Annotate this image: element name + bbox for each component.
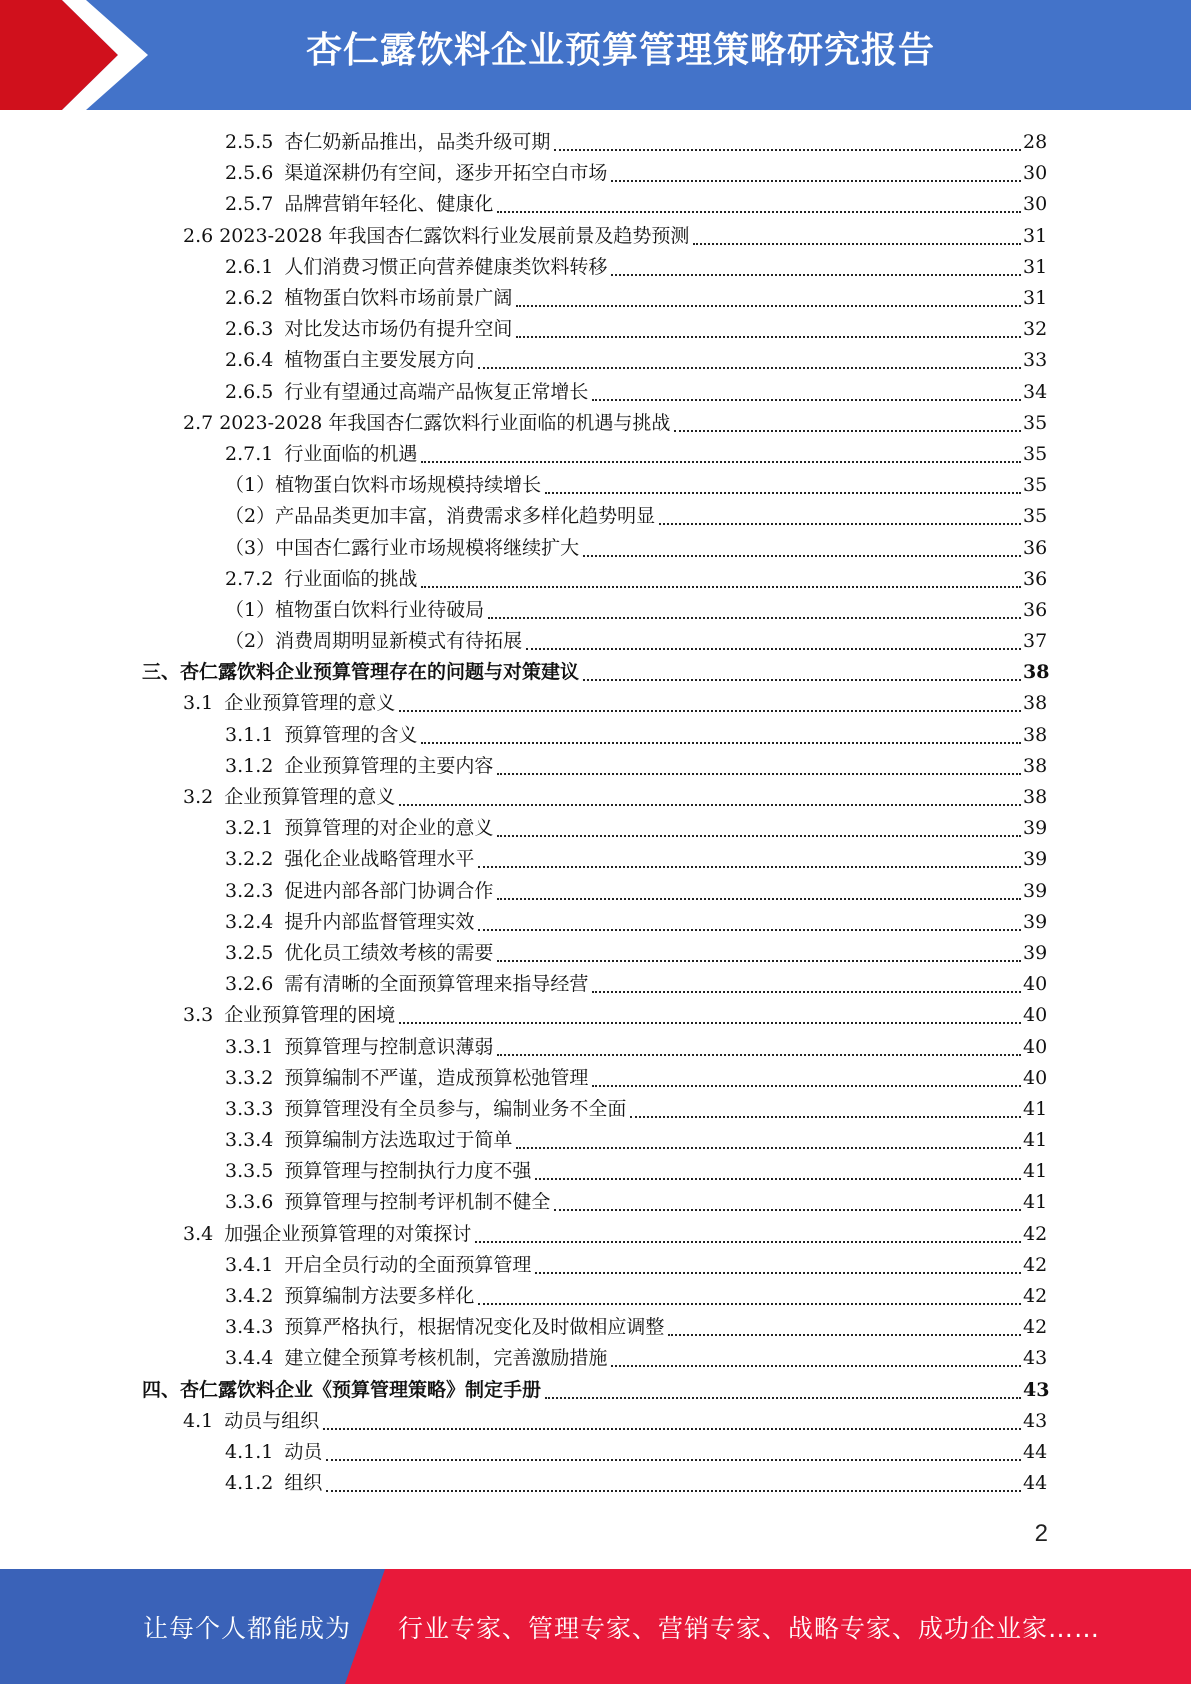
toc-dot-leader — [497, 189, 1021, 220]
toc-entry-number: 3.2.4 — [225, 910, 274, 933]
toc-dot-leader — [399, 1000, 1021, 1031]
toc-entry[interactable] — [0, 252, 1191, 283]
toc-entry[interactable] — [0, 1343, 1191, 1374]
page-number: 2 — [1034, 1520, 1048, 1547]
toc-dot-leader — [592, 377, 1021, 408]
toc-entry[interactable] — [0, 1437, 1191, 1468]
toc-entry-page: 38 — [1023, 786, 1048, 809]
toc-dot-leader — [659, 501, 1021, 532]
toc-entry-page: 41 — [1023, 1160, 1048, 1183]
toc-dot-leader — [583, 657, 1021, 688]
toc-entry-page: 42 — [1023, 1285, 1048, 1308]
toc-entry-number: 3.4.4 — [225, 1347, 274, 1370]
toc-dot-leader — [421, 720, 1021, 751]
header-arrow-decoration — [0, 0, 160, 110]
toc-entry-page: 36 — [1023, 567, 1048, 590]
toc-entry[interactable] — [0, 221, 1191, 252]
toc-entry-title: 预算管理与控制考评机制不健全 — [284, 1191, 551, 1214]
toc-entry-title: 四、杏仁露饮料企业《预算管理策略》制定手册 — [142, 1378, 542, 1401]
toc-entry-title: 预算严格执行，根据情况变化及时做相应调整 — [284, 1316, 665, 1339]
toc-entry[interactable] — [0, 1375, 1191, 1406]
toc-entry-number: 2.7 — [183, 411, 214, 434]
toc-entry-number: 2.6.1 — [225, 255, 274, 278]
toc-entry-title: 渠道深耕仍有空间，逐步开拓空白市场 — [284, 162, 608, 185]
toc-entry-page: 36 — [1023, 598, 1048, 621]
toc-entry-page: 38 — [1023, 723, 1048, 746]
toc-entry-page: 39 — [1023, 910, 1048, 933]
toc-entry-title: 行业面临的挑战 — [284, 567, 418, 590]
toc-entry-page: 44 — [1023, 1472, 1048, 1495]
toc-entry-page: 31 — [1023, 287, 1048, 310]
toc-entry-page: 40 — [1023, 1035, 1048, 1058]
toc-entry-title: 植物蛋白饮料市场前景广阔 — [284, 287, 513, 310]
toc-entry-page: 41 — [1023, 1191, 1048, 1214]
toc-entry[interactable] — [0, 657, 1191, 688]
toc-dot-leader — [326, 1437, 1021, 1468]
toc-entry-title: 强化企业战略管理水平 — [284, 848, 475, 871]
toc-entry-title: 企业预算管理的主要内容 — [284, 754, 494, 777]
toc-entry[interactable] — [0, 626, 1191, 657]
toc-entry[interactable] — [0, 751, 1191, 782]
toc-entry-number: 3.1 — [183, 692, 214, 715]
toc-entry[interactable] — [0, 127, 1191, 158]
toc-entry-title: 预算管理与控制意识薄弱 — [284, 1035, 494, 1058]
toc-entry-title: 行业有望通过高端产品恢复正常增长 — [284, 380, 589, 403]
toc-entry-number: 2.5.7 — [225, 193, 274, 216]
toc-entry-page: 42 — [1023, 1222, 1048, 1245]
toc-entry-number: 2.7.2 — [225, 567, 274, 590]
toc-dot-leader — [497, 938, 1021, 969]
toc-entry-number: 2.5.5 — [225, 131, 274, 154]
toc-entry-number: 3.2.6 — [225, 973, 274, 996]
toc-entry-page: 39 — [1023, 848, 1048, 871]
toc-entry-page: 41 — [1023, 1097, 1048, 1120]
toc-entry-number: 3.3.5 — [225, 1160, 274, 1183]
toc-entry-page: 38 — [1023, 692, 1048, 715]
toc-entry-number: 3.3.6 — [225, 1191, 274, 1214]
toc-entry-page: 35 — [1023, 411, 1048, 434]
toc-dot-leader — [630, 1094, 1021, 1125]
toc-entry-page: 30 — [1023, 193, 1048, 216]
toc-dot-leader — [516, 314, 1021, 345]
toc-entry[interactable] — [0, 1031, 1191, 1062]
toc-entry-number: 2.6.2 — [225, 287, 274, 310]
toc-entry-number: 2.6.4 — [225, 349, 274, 372]
header-banner — [0, 0, 1191, 110]
toc-entry-page: 28 — [1023, 131, 1048, 154]
toc-entry[interactable] — [0, 907, 1191, 938]
toc-entry-page: 38 — [1023, 754, 1048, 777]
document-title: 杏仁露饮料企业预算管理策略研究报告 — [305, 30, 935, 71]
toc-entry-title: 预算管理与控制执行力度不强 — [284, 1160, 532, 1183]
toc-entry[interactable] — [0, 1063, 1191, 1094]
toc-entry-title: （2）产品品类更加丰富，消费需求多样化趋势明显 — [225, 505, 656, 528]
toc-dot-leader — [554, 1187, 1021, 1218]
toc-dot-leader — [554, 127, 1021, 158]
toc-entry-number: 3.4 — [183, 1222, 214, 1245]
toc-entry[interactable] — [0, 1312, 1191, 1343]
toc-entry[interactable] — [0, 813, 1191, 844]
toc-entry-title: 需有清晰的全面预算管理来指导经营 — [284, 973, 589, 996]
toc-entry[interactable] — [0, 1125, 1191, 1156]
toc-entry[interactable] — [0, 564, 1191, 595]
toc-entry-number: 3.1.2 — [225, 754, 274, 777]
toc-dot-leader — [478, 907, 1021, 938]
toc-dot-leader — [497, 813, 1021, 844]
toc-entry[interactable] — [0, 1281, 1191, 1312]
toc-entry[interactable] — [0, 1187, 1191, 1218]
toc-entry[interactable] — [0, 1094, 1191, 1125]
toc-entry-page: 40 — [1023, 1066, 1048, 1089]
toc-entry[interactable] — [0, 1156, 1191, 1187]
toc-dot-leader — [478, 1281, 1021, 1312]
toc-dot-leader — [488, 595, 1021, 626]
toc-dot-leader — [545, 470, 1021, 501]
toc-entry-number: 3.4.2 — [225, 1285, 274, 1308]
toc-dot-leader — [592, 969, 1021, 1000]
toc-entry-title: 优化员工绩效考核的需要 — [284, 941, 494, 964]
toc-entry-page: 43 — [1023, 1378, 1050, 1401]
toc-entry-title: 促进内部各部门协调合作 — [284, 879, 494, 902]
toc-entry[interactable] — [0, 377, 1191, 408]
toc-entry[interactable] — [0, 314, 1191, 345]
toc-entry[interactable] — [0, 844, 1191, 875]
toc-entry-title: （1）植物蛋白饮料市场规模持续增长 — [225, 474, 542, 497]
toc-entry-page: 42 — [1023, 1316, 1048, 1339]
toc-entry-number: 2.6 — [183, 224, 214, 247]
toc-dot-leader — [611, 252, 1021, 283]
toc-entry-page: 39 — [1023, 941, 1048, 964]
toc-entry-number: 2.6.3 — [225, 318, 274, 341]
toc-entry-page: 35 — [1023, 505, 1048, 528]
toc-entry-page: 36 — [1023, 536, 1048, 559]
toc-entry-page: 40 — [1023, 973, 1048, 996]
footer-banner — [0, 1569, 1191, 1684]
toc-entry[interactable] — [0, 595, 1191, 626]
toc-dot-leader — [497, 1032, 1021, 1063]
toc-dot-leader — [583, 533, 1021, 564]
toc-entry-title: 杏仁奶新品推出，品类升级可期 — [284, 131, 551, 154]
toc-entry-page: 30 — [1023, 162, 1048, 185]
toc-entry-title: 企业预算管理的意义 — [224, 692, 396, 715]
toc-dot-leader — [478, 345, 1021, 376]
toc-entry-number: 3.3.3 — [225, 1097, 274, 1120]
toc-entry[interactable] — [0, 189, 1191, 220]
toc-entry-title: 组织 — [284, 1472, 323, 1495]
toc-entry[interactable] — [0, 720, 1191, 751]
toc-entry-number: 3.2.1 — [225, 817, 274, 840]
footer-slogan-left: 让每个人都能成为 — [143, 1614, 352, 1643]
toc-entry-number: 3.4.1 — [225, 1253, 274, 1276]
toc-entry-number: 4.1 — [183, 1409, 214, 1432]
toc-dot-leader — [693, 221, 1021, 252]
toc-dot-leader — [526, 626, 1021, 657]
toc-entry-title: 三、杏仁露饮料企业预算管理存在的问题与对策建议 — [142, 661, 580, 684]
toc-entry-number: 2.6.5 — [225, 380, 274, 403]
toc-dot-leader — [478, 844, 1021, 875]
toc-entry[interactable] — [0, 969, 1191, 1000]
toc-entry-page: 31 — [1023, 255, 1048, 278]
toc-dot-leader — [421, 439, 1021, 470]
toc-entry-title: （2）消费周期明显新模式有待拓展 — [225, 630, 523, 653]
toc-entry-page: 41 — [1023, 1129, 1048, 1152]
toc-entry[interactable] — [0, 501, 1191, 532]
toc-entry-title: 预算管理没有全员参与，编制业务不全面 — [284, 1097, 627, 1120]
toc-dot-leader — [674, 408, 1021, 439]
toc-entry[interactable] — [0, 876, 1191, 907]
toc-entry-title: 预算编制方法要多样化 — [284, 1285, 475, 1308]
toc-entry-page: 42 — [1023, 1253, 1048, 1276]
toc-dot-leader — [611, 158, 1021, 189]
toc-entry-title: 行业面临的机遇 — [284, 442, 418, 465]
toc-entry-title: 企业预算管理的意义 — [224, 786, 396, 809]
toc-entry[interactable] — [0, 345, 1191, 376]
toc-entry-number: 3.2.2 — [225, 848, 274, 871]
toc-entry[interactable] — [0, 688, 1191, 719]
toc-entry-title: 人们消费习惯正向营养健康类饮料转移 — [284, 255, 608, 278]
toc-dot-leader — [475, 1219, 1021, 1250]
toc-entry[interactable] — [0, 408, 1191, 439]
toc-dot-leader — [399, 782, 1021, 813]
toc-entry-title: 植物蛋白主要发展方向 — [284, 349, 475, 372]
toc-dot-leader — [399, 688, 1021, 719]
footer-slogan-right: 行业专家、管理专家、营销专家、战略专家、成功企业家…… — [398, 1614, 1101, 1643]
toc-dot-leader — [497, 876, 1021, 907]
toc-entry-title: 预算编制不严谨，造成预算松弛管理 — [284, 1066, 589, 1089]
toc-dot-leader — [592, 1063, 1021, 1094]
toc-entry-page: 37 — [1023, 630, 1048, 653]
toc-entry-page: 39 — [1023, 817, 1048, 840]
toc-entry[interactable] — [0, 1468, 1191, 1499]
toc-entry-number: 3.3 — [183, 1004, 214, 1027]
toc-dot-leader — [323, 1406, 1021, 1437]
toc-entry[interactable] — [0, 283, 1191, 314]
toc-entry-number: 3.3.4 — [225, 1129, 274, 1152]
toc-entry[interactable] — [0, 470, 1191, 501]
toc-entry[interactable] — [0, 439, 1191, 470]
toc-entry[interactable] — [0, 1250, 1191, 1281]
toc-entry-title: 对比发达市场仍有提升空间 — [284, 318, 513, 341]
toc-entry-page: 31 — [1023, 224, 1048, 247]
toc-entry[interactable] — [0, 1000, 1191, 1031]
toc-dot-leader — [611, 1343, 1021, 1374]
toc-dot-leader — [535, 1156, 1021, 1187]
toc-entry-title: 预算管理的含义 — [284, 723, 418, 746]
toc-entry-number: 3.2.3 — [225, 879, 274, 902]
toc-entry-number: 3.3.1 — [225, 1035, 274, 1058]
toc-entry-page: 43 — [1023, 1347, 1048, 1370]
toc-entry-title: 企业预算管理的困境 — [224, 1004, 396, 1027]
toc-entry-page: 43 — [1023, 1409, 1048, 1432]
toc-entry-number: 3.2.5 — [225, 941, 274, 964]
toc-entry-number: 2.5.6 — [225, 162, 274, 185]
toc-entry-title: 动员与组织 — [224, 1409, 320, 1432]
toc-entry-page: 39 — [1023, 879, 1048, 902]
toc-entry-page: 44 — [1023, 1440, 1048, 1463]
toc-entry-page: 38 — [1023, 661, 1050, 684]
toc-dot-leader — [545, 1375, 1021, 1406]
toc-entry-title: 提升内部监督管理实效 — [284, 910, 475, 933]
toc-entry-title: 加强企业预算管理的对策探讨 — [224, 1222, 472, 1245]
toc-entry-title: 预算编制方法选取过于简单 — [284, 1129, 513, 1152]
toc-dot-leader — [421, 564, 1021, 595]
toc-entry-number: 3.4.3 — [225, 1316, 274, 1339]
toc-dot-leader — [326, 1468, 1021, 1499]
toc-entry-title: 品牌营销年轻化、健康化 — [284, 193, 494, 216]
toc-entry-title: 2023-2028 年我国杏仁露饮料行业发展前景及趋势预测 — [219, 224, 690, 247]
table-of-contents — [0, 127, 1191, 1499]
toc-entry[interactable] — [0, 158, 1191, 189]
toc-entry-number: 4.1.1 — [225, 1440, 274, 1463]
toc-entry-number: 3.3.2 — [225, 1066, 274, 1089]
toc-entry-number: 4.1.2 — [225, 1472, 274, 1495]
toc-dot-leader — [535, 1250, 1021, 1281]
toc-entry-page: 33 — [1023, 349, 1048, 372]
toc-entry-title: （1）植物蛋白饮料行业待破局 — [225, 598, 485, 621]
toc-dot-leader — [516, 1125, 1021, 1156]
toc-entry-title: （3）中国杏仁露行业市场规模将继续扩大 — [225, 536, 580, 559]
toc-entry-page: 34 — [1023, 380, 1048, 403]
toc-entry-page: 32 — [1023, 318, 1048, 341]
toc-dot-leader — [497, 751, 1021, 782]
toc-entry[interactable] — [0, 1219, 1191, 1250]
toc-entry-page: 35 — [1023, 474, 1048, 497]
toc-entry-number: 3.1.1 — [225, 723, 274, 746]
toc-dot-leader — [668, 1312, 1021, 1343]
toc-entry-title: 预算管理的对企业的意义 — [284, 817, 494, 840]
toc-entry[interactable] — [0, 532, 1191, 563]
toc-entry-title: 开启全员行动的全面预算管理 — [284, 1253, 532, 1276]
toc-entry[interactable] — [0, 782, 1191, 813]
toc-entry-title: 动员 — [284, 1440, 323, 1463]
toc-entry-number: 2.7.1 — [225, 442, 274, 465]
toc-entry[interactable] — [0, 938, 1191, 969]
toc-entry-title: 2023-2028 年我国杏仁露饮料行业面临的机遇与挑战 — [219, 411, 671, 434]
toc-entry-number: 3.2 — [183, 786, 214, 809]
toc-entry[interactable] — [0, 1406, 1191, 1437]
toc-entry-page: 35 — [1023, 442, 1048, 465]
toc-dot-leader — [516, 283, 1021, 314]
toc-entry-title: 建立健全预算考核机制，完善激励措施 — [284, 1347, 608, 1370]
toc-entry-page: 40 — [1023, 1004, 1048, 1027]
